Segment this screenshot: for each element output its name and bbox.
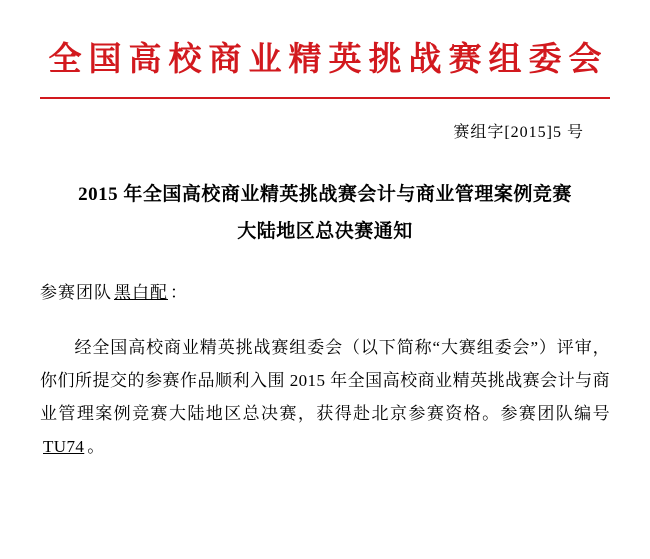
letterhead	[40, 42, 610, 99]
salutation	[40, 278, 610, 303]
letterhead-organization: 全国高校商业精英挑战赛组委会	[48, 42, 609, 78]
letterhead-divider	[40, 97, 610, 99]
body-paragraph	[40, 331, 610, 464]
team-code-field: TU74	[43, 437, 85, 457]
paragraph-prefix-text: 经全国高校商业精英挑战赛组委会（以下简称“大赛组委会”）评审，你们所提交的参赛作品顺利入围 2015 年全国高校商业精英挑战赛会计与商业管理案例竞赛大陆地区总决赛，获得赴北京参赛资格。参赛团队编号	[40, 338, 610, 424]
page-title-line-1: 2015 年全国高校商业精英挑战赛会计与商业管理案例竞赛	[78, 183, 572, 205]
team-name-field: 黑白配	[114, 283, 168, 303]
page-title-line-2: 大陆地区总决赛通知	[237, 220, 413, 242]
document-page	[0, 42, 650, 559]
salutation-suffix: ：	[170, 283, 188, 303]
paragraph-suffix-text: 。	[87, 437, 105, 457]
page-title	[40, 176, 610, 250]
salutation-prefix: 参赛团队	[40, 283, 112, 303]
document-number: 赛组字[2015]5 号	[453, 123, 584, 141]
